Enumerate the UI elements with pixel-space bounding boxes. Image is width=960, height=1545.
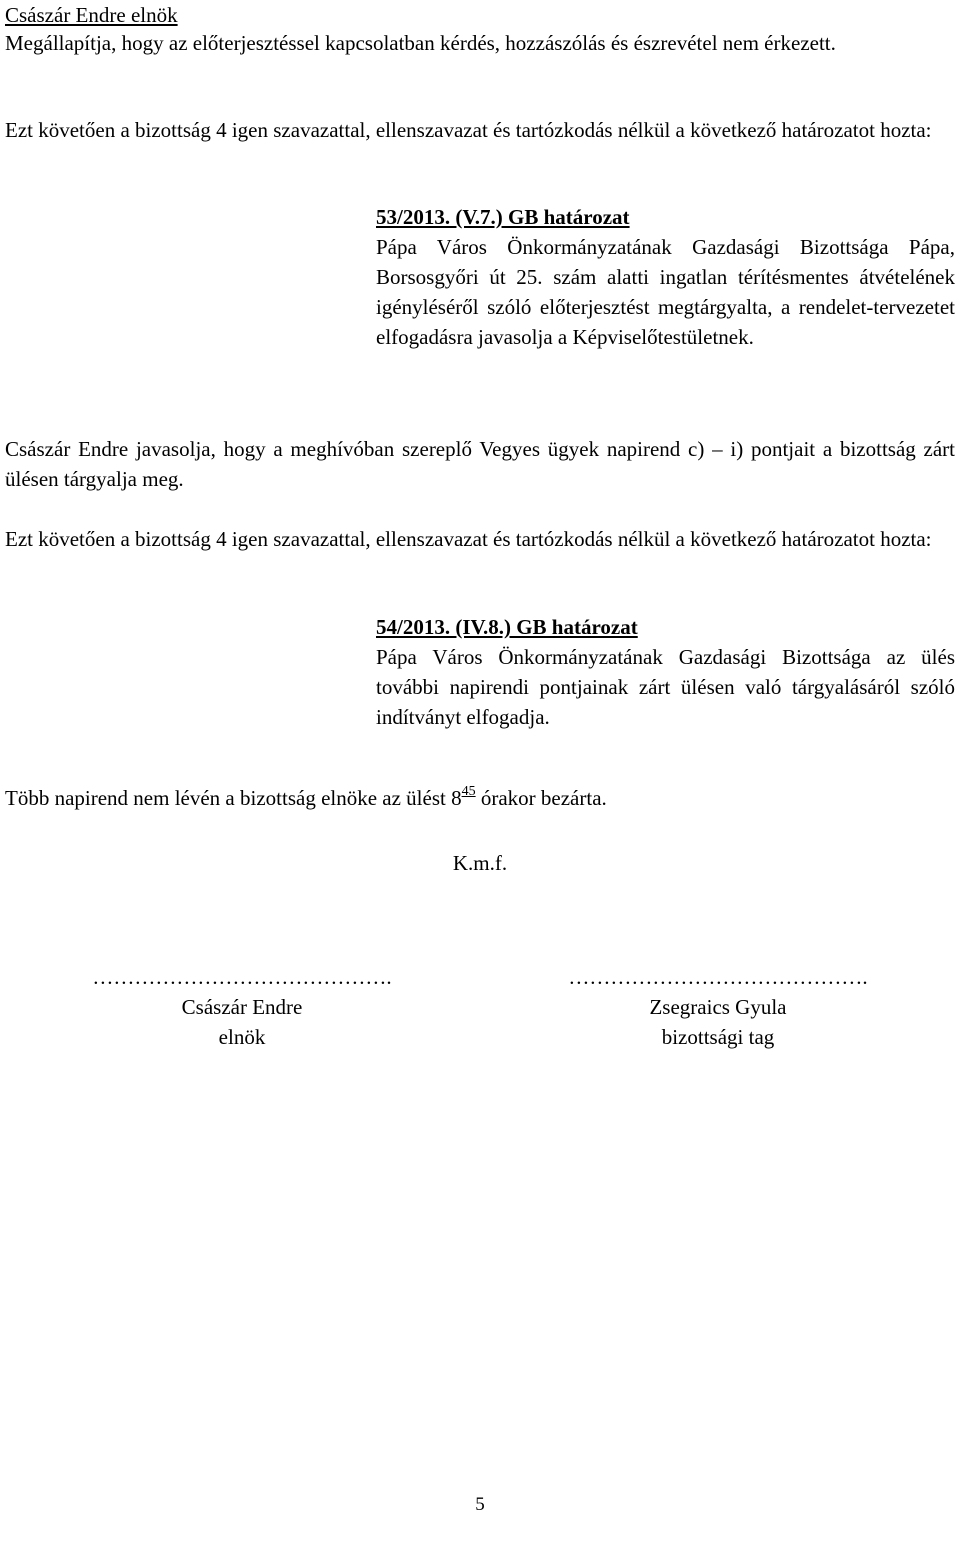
resolution-title: 53/2013. (V.7.) GB határozat xyxy=(376,205,630,229)
resolution-54 xyxy=(376,612,955,732)
resolution-title: 54/2013. (IV.8.) GB határozat xyxy=(376,615,638,639)
resolution-53 xyxy=(376,202,955,352)
closing-statement xyxy=(5,783,955,813)
signature-line: ……………………………………. xyxy=(92,965,392,989)
signature-name: Zsegraics Gyula xyxy=(649,995,787,1019)
page-number: 5 xyxy=(475,1494,485,1515)
closing-text-end: órakor bezárta. xyxy=(475,786,607,810)
signature-role: elnök xyxy=(218,1025,266,1049)
speaker-heading: Császár Endre elnök xyxy=(5,3,178,27)
paragraph-closed-session-proposal: Császár Endre javasolja, hogy a meghívóban szereplő Vegyes ügyek napirend c) – i) pontjait a bizottság zárt ülésen tárgyalja meg. xyxy=(5,437,955,491)
signature-role: bizottsági tag xyxy=(661,1025,775,1049)
closing-minutes: 45 xyxy=(461,784,476,799)
paragraph-vote-intro-2: Ezt követően a bizottság 4 igen szavazattal, ellenszavazat és tartózkodás nélkül a következő határozatot hozta: xyxy=(5,527,932,551)
resolution-text: Pápa Város Önkormányzatának Gazdasági Bizottsága az ülés további napirendi pontjainak zárt ülésen való tárgyalásáról szóló indítványt elfogadja. xyxy=(376,645,955,729)
paragraph-vote-intro-1: Ezt követően a bizottság 4 igen szavazattal, ellenszavazat és tartózkodás nélkül a következő határozatot hozta: xyxy=(5,118,932,142)
signature-block-member xyxy=(538,962,898,1052)
kmf-label: K.m.f. xyxy=(452,851,508,875)
signature-name: Császár Endre xyxy=(181,995,303,1019)
paragraph-no-comments: Megállapítja, hogy az előterjesztéssel kapcsolatban kérdés, hozzászólás és észrevétel nem érkezett. xyxy=(5,31,836,55)
signature-line: ……………………………………. xyxy=(568,965,868,989)
closing-text: Több napirend nem lévén a bizottság elnöke az ülést 8 xyxy=(5,786,462,810)
resolution-text: Pápa Város Önkormányzatának Gazdasági Bizottsága Pápa, Borsosgyőri út 25. szám alatti ingatlan térítésmentes átvételének igényléséről szóló előterjesztést megtárgyalta, a rendelet-tervezetet elfogadásra javasolja a Képviselőtestületnek. xyxy=(376,235,955,349)
signature-block-chair xyxy=(62,962,422,1052)
